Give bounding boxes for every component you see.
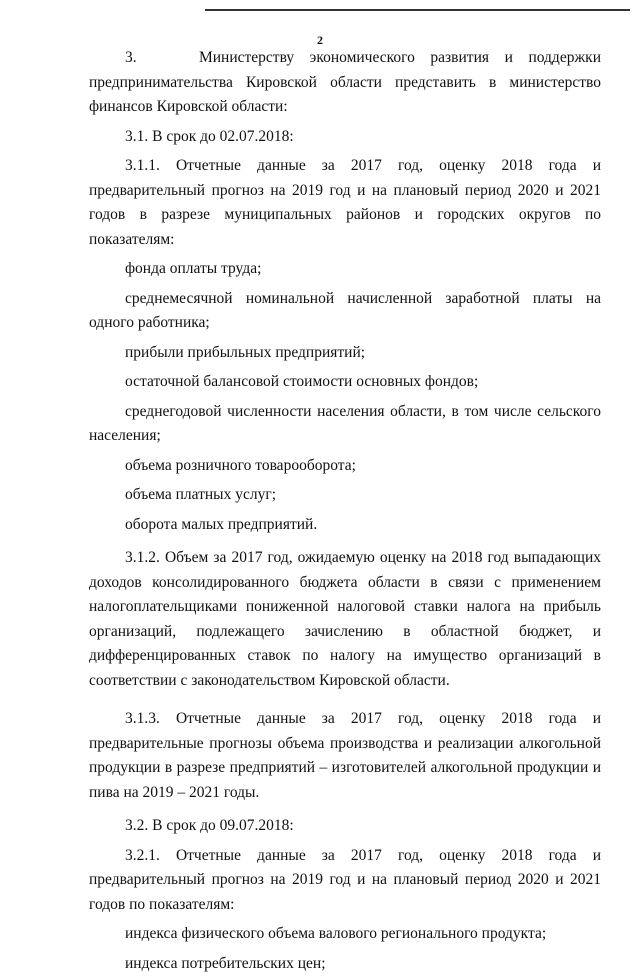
- list-item: прибыли прибыльных предприятий;: [89, 341, 601, 366]
- top-rule: [205, 9, 630, 11]
- list-item: среднемесячной номинальной начисленной заработной платы на одного работника;: [89, 287, 601, 336]
- list-item: оборота малых предприятий.: [89, 513, 601, 538]
- list-item: индекса физического объема валового регионального продукта;: [89, 922, 601, 947]
- paragraph-3-1-1: 3.1.1. Отчетные данные за 2017 год, оценку 2018 года и предварительный прогноз на 2019 год и на плановый период 2020 и 2021 годов в разрезе муниципальных районов и городских округов по показателям:: [89, 154, 601, 252]
- list-item: среднегодовой численности населения области, в том числе сельского населения;: [89, 400, 601, 449]
- list-item: индекса потребительских цен;: [89, 952, 601, 976]
- paragraph-3-2: 3.2. В срок до 09.07.2018:: [89, 814, 601, 839]
- list-item: остаточной балансовой стоимости основных фондов;: [89, 370, 601, 395]
- paragraph-3-1-3: 3.1.3. Отчетные данные за 2017 год, оценку 2018 года и предварительные прогнозы объема производства и реализации алкогольной продукции в разрезе предприятий – изготовителей алкогольной продукции и пива на 2019 – 2021 годы.: [89, 707, 601, 805]
- page-number: 2: [0, 33, 640, 48]
- document-body: [89, 46, 601, 976]
- list-item: объема платных услуг;: [89, 483, 601, 508]
- paragraph-3: 3. Министерству экономического развития и поддержки предпринимательства Кировской области представить в министерство финансов Кировской области:: [89, 46, 601, 120]
- list-item: фонда оплаты труда;: [89, 257, 601, 282]
- paragraph-3-1-2: 3.1.2. Объем за 2017 год, ожидаемую оценку на 2018 год выпадающих доходов консолидированного бюджета области в связи с применением налогоплательщиками пониженной налоговой ставки налога на прибыль организаций, подлежащего зачислению в областной бюджет, и дифференцированных ставок по налогу на имущество организаций в соответствии с законодательством Кировской области.: [89, 546, 601, 693]
- list-item: объема розничного товарооборота;: [89, 454, 601, 479]
- paragraph-3-1: 3.1. В срок до 02.07.2018:: [89, 125, 601, 150]
- paragraph-3-2-1: 3.2.1. Отчетные данные за 2017 год, оценку 2018 года и предварительный прогноз на 2019 год и на плановый период 2020 и 2021 годов по показателям:: [89, 844, 601, 918]
